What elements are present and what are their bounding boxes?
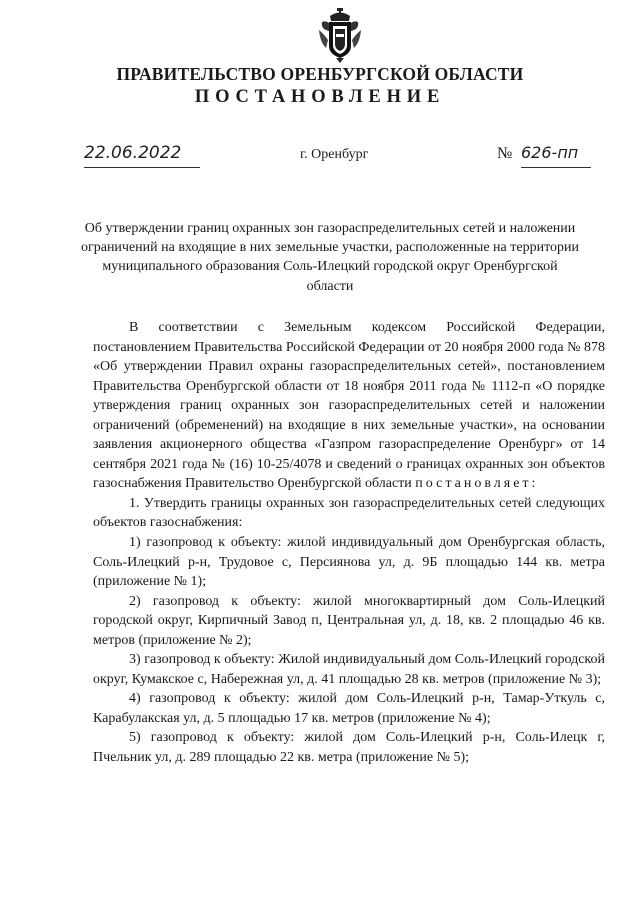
subitem-3: 3) газопровод к объекту: Жилой индивидуальный дом Соль-Илецкий городской округ, Кумакское с, Набережная ул, д. 41 площадью 28 кв. метров (приложение № 3); xyxy=(93,652,605,687)
government-name: ПРАВИТЕЛЬСТВО ОРЕНБУРГСКОЙ ОБЛАСТИ xyxy=(116,64,524,84)
subitem-1: 1) газопровод к объекту: жилой индивидуальный дом Оренбургская область, Соль-Илецкий р-н, Трудовое с, Персиянова ул, д. 9Б площадью 144 кв. метра (приложение № 1); xyxy=(93,535,605,590)
decree-title: Об утверждении границ охранных зон газораспределительных сетей и наложении ограничений на входящие в них земельные участки, расположенные на территории муниципального образования Соль-Илецкий городской округ Оренбургской области xyxy=(80,221,579,294)
document-type: ПОСТАНОВЛЕНИЕ xyxy=(194,87,446,107)
resolves-word: постановляет: xyxy=(415,476,539,492)
decree-city: г. Оренбург xyxy=(300,147,369,162)
preamble-text: В соответствии с Земельным кодексом Российской Федерации, постановлением Правительства Российской Федерации от 20 ноября 2000 года № 878 «Об утверждении Правил охраны газораспределительных сетей», постановлением Правительства Оренбургской области от 18 ноября 2011 года № 1112-п «О порядке утверждения границ охранных зон газораспределительных сетей и наложении ограничений (обременений) на входящие в них земельные участки», на основании заявления акционерного общества «Газпром газораспределение Оренбург» от 14 сентября 2021 года № (16) 10-25/4078 и сведений о границах охранных зон объектов газоснабжения Правительство Оренбургской области xyxy=(93,320,605,492)
subitem-2: 2) газопровод к объекту: жилой многоквартирный дом Соль-Илецкий городской округ, Кирпичный Завод п, Центральная ул, д. 18, кв. 2 площадью 46 кв. метров (приложение № 2); xyxy=(93,593,605,648)
coat-of-arms-icon xyxy=(316,8,364,64)
subitem-4: 4) газопровод к объекту: жилой дом Соль-Илецкий р-н, Тамар-Уткуль с, Карабулакская ул, д. 5 площадью 17 кв. метров (приложение № 4); xyxy=(93,691,605,726)
decree-number-label: № xyxy=(497,145,513,162)
decree-number: 626-пп xyxy=(521,143,591,168)
preamble-paragraph xyxy=(93,318,605,494)
item-1-paragraph: 1. Утвердить границы охранных зон газораспределительных сетей следующих объектов газоснабжения: xyxy=(93,495,605,531)
decree-body xyxy=(93,318,605,768)
subitem-5: 5) газопровод к объекту: жилой дом Соль-Илецкий р-н, Соль-Илецк г, Пчельник ул, д. 289 площадью 22 кв. метра (приложение № 5); xyxy=(93,730,605,766)
decree-date: 22.06.2022 xyxy=(84,143,200,168)
